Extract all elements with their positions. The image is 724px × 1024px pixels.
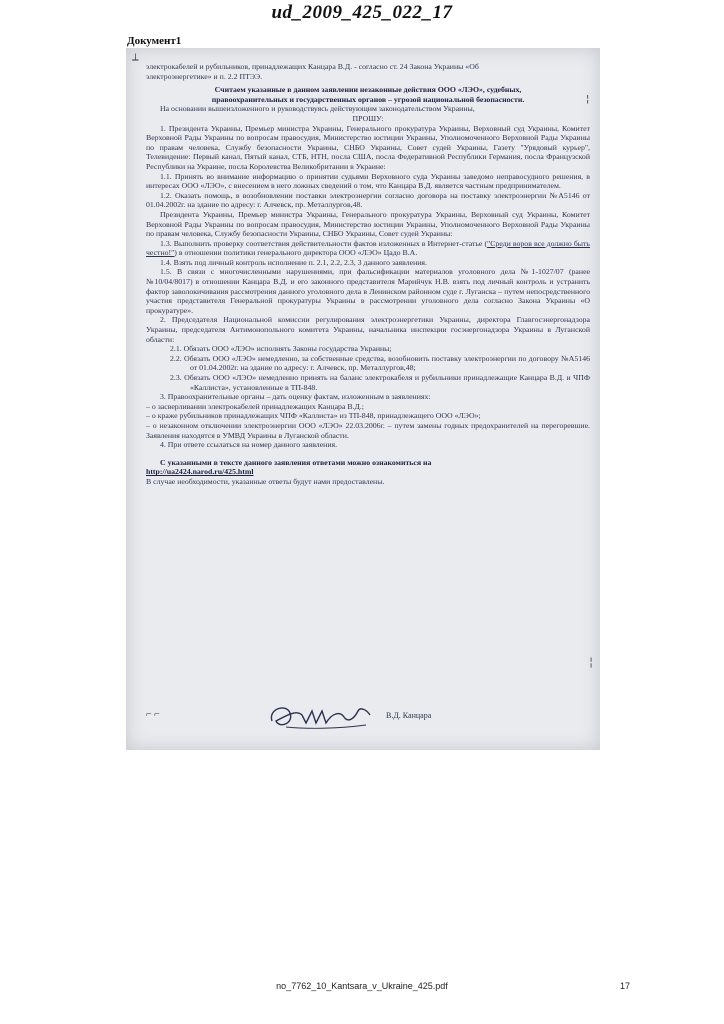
document-label: Документ1 [127, 35, 182, 47]
handwritten-mark-icon: ╎ [588, 658, 595, 669]
signature-icon [266, 699, 376, 733]
paragraph: В случае необходимости, указанные ответы будут нами предоставлены. [146, 476, 385, 486]
paragraph: 1.1. Принять во внимание информацию о принятии судьями Верховного суда Украины заведомо неправосудного решения, в интересах ООО «ЛЭО», с внесением в него ложных сведений о том, что Канцара В.Д. является частным предпринимателем. [146, 171, 590, 191]
footer-filename: no_7762_10_Kantsara_v_Ukraine_425.pdf [276, 981, 448, 991]
handwritten-mark-icon: ⟂ [132, 52, 139, 63]
list-item: – о незаконном отключении электроэнергии ООО «ЛЭО» 22.03.2006г. – путем замены годных предохранителей на перегоревшие. Заявления находятся в УМВД Украины в Луганской области. [146, 420, 590, 440]
text-fragment: 1.3. Выполнить проверку соответствия действительности фактов изложенных в Интернет-статье ( [160, 238, 488, 248]
scanned-page [126, 48, 600, 750]
request-heading: ПРОШУ: [352, 113, 384, 123]
page-number: 17 [620, 981, 631, 991]
article-title: "Среди воров все должно быть честно!" [146, 238, 590, 258]
paragraph: 1.4. Взять под личный контроль исполнение п. 2.1, 2.2, 2.3, 3 данного заявления. [160, 257, 427, 267]
signature-block [146, 703, 586, 733]
paragraph: 2.1. Обязать ООО «ЛЭО» исполнять Законы государства Украины; [170, 344, 392, 354]
paragraph: 1.5. В связи с многочисленными нарушениями, при фальсификации материалов уголовного дела №1-1027/07 (ранее №10/04/8017) в отношении Канцара В.Д. и его законного представителя Марийчук Н.В. взять под личный контроль и устранить фактор заволокичивания рассмотрения данного уголовного дела в Ленинском районном суде г. Луганска – путем непосредственного участия представителя Генеральной прокуратуры Украины в рассмотрении уголовного дела согласно Закона Украины «О прокуратуре». [146, 267, 590, 315]
bold-heading: правоохранительных и государственных органов – угрозой национальной безопасности. [211, 94, 525, 104]
answers-link[interactable]: http://ua2424.narod.ru/425.html [146, 467, 254, 477]
page-title: ud_2009_425_022_17 [271, 2, 453, 23]
paragraph: Президента Украины, Премьер министра Украины, Генерального прокуратура Украины, Верховный суд Украины, Комитет Верховной Рады Украины по вопросам правосудия, Министерство юстиции Украины, Уполномоченного Верховной Рады Украины по правам человека, Службу безопасности Украины, СНБО Украины, Совет судей Украины: [146, 209, 590, 239]
dash-mark-icon: ⌐ ⌐ [146, 709, 160, 720]
bold-heading: Считаем указанные в данном заявлении незаконные действия ООО «ЛЭО», судебных, [214, 85, 522, 95]
paragraph: 2. Председателя Национальной комиссии регулирования электроэнергетики Украины, директора Главгосэнергонадзора Украины, председателя Антимонопольного комитета Украины, начальника инспекции госэнергонадзора Украины в Луганской области: [146, 315, 590, 344]
text-line: электроэнергетике» и п. 2.2 ПТЭЭ. [146, 71, 263, 81]
answers-heading: С указанными в тексте данного заявления ответами можно ознакомиться на [160, 457, 432, 467]
list-item: – о краже рубильников принадлежащих ЧПФ «Каллиста» из ТП-848, принадлежащего ООО «ЛЭО»; [146, 411, 481, 421]
paragraph: 1. Президента Украины, Премьер министра Украины, Генерального прокуратура Украины, Верховный суд Украины, Комитет Верховной Рады Украины по вопросам правосудия, Министерство юстиции Украины, Уполномоченного Верховной Рады Украины по правам человека, Службу безопасности Украины, СНБО Украины, Совет судей Украины, Газету "Урядовый курьер", Телевидение: Первый канал, Пятый канал, СТБ, НТН, посла США, посла Федеративной Республики Германия, посла Французской Республики на Украине, посла Королевства Великобритании в Украине: [146, 123, 590, 171]
letter-body [146, 62, 590, 487]
text-line: электрокабелей и рубильников, принадлежащих Канцара В.Д. - согласно ст. 24 Закона Украины «Об [146, 62, 479, 71]
paragraph: 1.2. Оказать помощь, в возобновлении поставки электроэнергии согласно договора на поставку электроэнергии №А5146 от 01.04.2002г. на здание по адресу: г. Алчевск, пр. Металлургов,48. [146, 190, 590, 210]
paragraph: На основании вышеизложенного и руководствуясь действующим законодательством Украины, [160, 104, 475, 114]
paragraph [146, 239, 590, 258]
handwritten-mark-icon: ¦ [586, 94, 590, 105]
paragraph: 4. При ответе ссылаться на номер данного заявления. [160, 440, 338, 450]
list-item: – о засверливании электрокабелей принадлежащих Канцара В.Д.; [146, 401, 364, 411]
paragraph: 3. Правоохранительные органы – дать оценку фактам, изложенным в заявлениях: [160, 392, 431, 402]
text-fragment: ) в отношении политики генерального директора ООО «ЛЭО» Цадо В.А. [174, 248, 418, 258]
paragraph: 2.2. Обязать ООО «ЛЭО» немедленно, за собственные средства, возобновить поставку электроэнергии по договору №А5146 от 01.04.2002г. на здание по адресу: г. Алчевск, пр. Металлургов,48; [170, 353, 590, 373]
signer-name: В.Д. Канцара [386, 711, 432, 720]
paragraph: 2.3. Обязать ООО «ЛЭО» немедленно принять на баланс электрокабеля и рубильники принадлежащие Канцара В.Д. и ЧПФ «Каллиста», установленные в ТП-848. [170, 373, 590, 392]
